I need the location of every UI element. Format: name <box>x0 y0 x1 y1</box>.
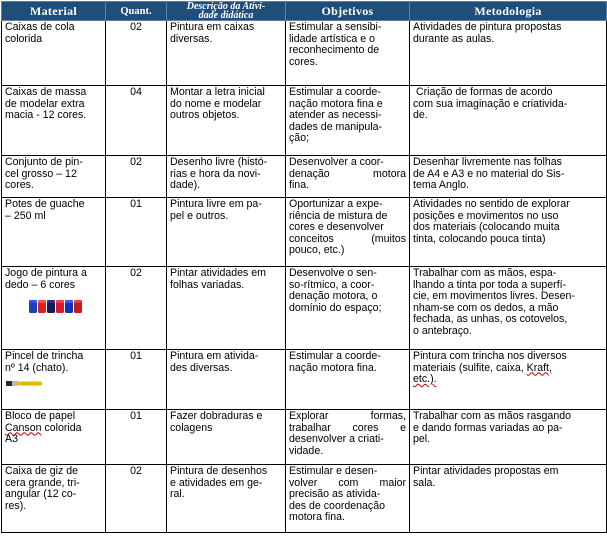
text-line: lidade artística e o <box>289 32 375 45</box>
text-line: Jogo de pintura a <box>5 267 87 279</box>
cell-material <box>2 350 106 410</box>
cell-material <box>2 198 106 267</box>
cell-material <box>2 410 106 465</box>
text-line: dades de manipula- <box>289 120 383 133</box>
text-line: Atividades de pintura propostas <box>413 21 562 33</box>
text-line: atender as necessi- <box>289 109 382 122</box>
text-line: Montar a letra inicial <box>170 86 265 98</box>
flat-brush-icon <box>5 377 45 389</box>
cell-quant: 04 <box>106 86 167 156</box>
text-line: Pincel de trincha <box>5 350 84 362</box>
text-line: Caixas de cola <box>5 21 75 33</box>
cell-objetivos <box>286 156 410 198</box>
text-line: cores e desenvolver <box>289 221 384 234</box>
header-descricao-line: Descrição da Ativi- <box>186 1 266 12</box>
text-line: volver com maior <box>289 476 406 489</box>
finger-paint-jars-icon <box>5 294 101 316</box>
text-line: Estimular a coorde- <box>289 350 381 362</box>
text-line: Estimular e desen- <box>289 465 378 477</box>
text-line: Desenvolve o sen- <box>289 267 377 279</box>
text-line: colagens <box>170 421 213 434</box>
text-line: materiais (sulfite, caixa, Kraft, <box>413 361 552 374</box>
text-line: Atividades no sentido de explorar <box>413 198 570 210</box>
cell-metodologia <box>410 21 607 86</box>
text-line: do nome e modelar <box>170 97 262 110</box>
text-line: cores. <box>289 55 318 68</box>
text-line: Pintura com trincha nos diversos <box>413 350 567 362</box>
header-descricao-line: dade didática <box>198 10 254 21</box>
header-descricao <box>167 2 286 21</box>
table-row <box>2 410 607 465</box>
cell-metodologia <box>410 465 607 533</box>
text-line: Pintura livre em pa- <box>170 198 262 210</box>
text-line: angular (12 co- <box>5 488 77 501</box>
text-line: sala. <box>413 476 436 489</box>
text-line: Desenho livre (histó- <box>170 156 268 168</box>
header-material: Material <box>2 2 106 21</box>
text-line: domínio do espaço; <box>289 301 382 314</box>
text-line: fechada, as unhas, os cotovelos, <box>413 313 568 326</box>
cell-quant: 02 <box>106 156 167 198</box>
text-line: de A4 e A3 e no material do Sis- <box>413 167 565 180</box>
cell-metodologia <box>410 410 607 465</box>
text-line <box>413 374 603 386</box>
text-line: – 250 ml <box>5 209 46 222</box>
cell-material <box>2 156 106 198</box>
text-line: so-rítmico, a coor- <box>289 278 375 291</box>
text-line: pel. <box>413 433 431 446</box>
table-row <box>2 156 607 198</box>
text-line: reconhecimento de <box>289 44 380 57</box>
text-line: diversas. <box>170 32 213 45</box>
spellcheck-underline: Kraft, <box>526 361 552 374</box>
table-row <box>2 350 607 410</box>
header-objetivos: Objetivos <box>286 2 410 21</box>
cell-descricao <box>167 267 286 350</box>
text-line: dedo – 6 cores <box>5 278 76 291</box>
text-line: e atividades em ge- <box>170 476 263 489</box>
table-row <box>2 198 607 267</box>
text-line: nham-se com os dedos, a mão <box>413 301 559 314</box>
text-line: tema Anglo. <box>413 179 469 192</box>
cell-objetivos <box>286 86 410 156</box>
text-line: Canson colorida <box>5 421 82 434</box>
text-line: Pintura em caixas <box>170 21 255 33</box>
text-line: Conjunto de pin- <box>5 156 83 168</box>
spellcheck-underline: Canson <box>5 421 42 434</box>
cell-descricao <box>167 350 286 410</box>
text-line: precisão as ativida- <box>289 488 381 501</box>
text-line: desenvolver a criati- <box>289 433 384 446</box>
cell-material <box>2 21 106 86</box>
text-line: nº 14 (chato). <box>5 361 69 374</box>
cell-objetivos <box>286 410 410 465</box>
text-line: nação motora fina. <box>289 361 377 374</box>
text-line: ral. <box>170 488 185 501</box>
cell-objetivos <box>286 198 410 267</box>
cell-quant: 01 <box>106 350 167 410</box>
cell-quant: 02 <box>106 267 167 350</box>
table-row <box>2 465 607 533</box>
text-line: folhas variadas. <box>170 278 245 291</box>
text-line: denação motora <box>289 167 406 180</box>
text-line: Pintar atividades em <box>170 267 266 279</box>
text-line: tinta, colocando pouca tinta) <box>413 232 546 245</box>
text-line: Estimular a sensibi- <box>289 21 382 33</box>
text-line: Bloco de papel <box>5 410 76 422</box>
cell-descricao <box>167 198 286 267</box>
text-line: cel grosso – 12 <box>5 167 77 180</box>
text-line: macia - 12 cores. <box>5 109 87 122</box>
text-line: com sua imaginação e criativida- <box>413 97 568 110</box>
text-line: Estimular a coorde- <box>289 86 381 98</box>
spellcheck-underline: etc.). <box>413 373 437 386</box>
cell-material <box>2 267 106 350</box>
cell-quant: 02 <box>106 21 167 86</box>
cell-descricao <box>167 465 286 533</box>
text-line: colorida <box>5 32 43 45</box>
cell-objetivos <box>286 21 410 86</box>
text-line: cores. <box>5 179 34 192</box>
text-line: rias e hora da novi- <box>170 167 261 180</box>
text-line: cera grande, tri- <box>5 476 80 489</box>
text-line: Oportunizar a expe- <box>289 198 383 210</box>
paint-jars-wrap <box>5 291 102 316</box>
cell-quant: 01 <box>106 410 167 465</box>
text-line: Pintar atividades propostas em <box>413 465 559 477</box>
cell-descricao <box>167 21 286 86</box>
text-line: dade). <box>170 179 201 192</box>
cell-metodologia <box>410 86 607 156</box>
cell-metodologia <box>410 267 607 350</box>
text-line: conceitos (muitos <box>289 232 406 245</box>
cell-metodologia <box>410 156 607 198</box>
text-line: Trabalhar com as mãos rasgando <box>413 410 572 422</box>
text-line: Explorar formas, <box>289 410 406 422</box>
text-line: res). <box>5 499 27 512</box>
brush-wrap <box>5 374 102 389</box>
text-line: posições e movimentos no uso <box>413 209 559 222</box>
text-line: A3 <box>5 433 18 446</box>
text-line: denação motora, o <box>289 290 378 303</box>
text-line: Caixa de giz de <box>5 465 79 477</box>
cell-material <box>2 465 106 533</box>
text-line: Pintura em ativida- <box>170 350 259 362</box>
cell-material <box>2 86 106 156</box>
cell-objetivos <box>286 465 410 533</box>
header-row <box>2 2 607 21</box>
cell-objetivos <box>286 350 410 410</box>
text-line: motora fina. <box>289 511 345 524</box>
cell-objetivos <box>286 267 410 350</box>
text-line: ção; <box>289 132 310 145</box>
text-line: o antebraço. <box>413 324 472 337</box>
text-line: Caixas de massa <box>5 86 87 98</box>
text-line: des diversas. <box>170 361 233 374</box>
text-line: Criação de formas de acordo <box>413 86 553 98</box>
text-line: Fazer dobraduras e <box>170 410 263 422</box>
text-line: des de coordenação <box>289 499 386 512</box>
cell-metodologia <box>410 198 607 267</box>
table-row <box>2 267 607 350</box>
header-metodologia: Metodologia <box>410 2 607 21</box>
text-line: lhando a tinta por toda a superfí- <box>413 278 567 291</box>
text-line: durante as aulas. <box>413 32 495 45</box>
cell-descricao <box>167 410 286 465</box>
text-line: e dando formas variadas ao pa- <box>413 421 563 434</box>
header-quant: Quant. <box>106 2 167 21</box>
text-line: nação motora fina e <box>289 97 383 110</box>
text-line: Desenhar livremente nas folhas <box>413 156 562 168</box>
text-line: riência de mistura de <box>289 209 388 222</box>
table-row <box>2 21 607 86</box>
text-line: Pintura de desenhos <box>170 465 268 477</box>
cell-quant: 01 <box>106 198 167 267</box>
text-line: pel e outros. <box>170 209 229 222</box>
cell-descricao <box>167 156 286 198</box>
text-line: Trabalhar com as mãos, espa- <box>413 267 557 279</box>
text-line: fina. <box>289 179 310 192</box>
cell-quant: 02 <box>106 465 167 533</box>
text-line: Potes de guache <box>5 198 85 210</box>
table-row <box>2 86 607 156</box>
text-line: Desenvolver a coor- <box>289 156 384 168</box>
cell-descricao <box>167 86 286 156</box>
text-line: vidade. <box>289 444 324 457</box>
text-line: outros objetos. <box>170 109 240 122</box>
text-line: trabalhar cores e <box>289 421 406 434</box>
text-line: cie, em movimentos livres. Desen- <box>413 290 575 303</box>
text-line: de. <box>413 109 428 122</box>
text-line: dos materiais (colocando muita <box>413 221 560 234</box>
text-line: pouco, etc.) <box>289 244 345 257</box>
cell-metodologia <box>410 350 607 410</box>
text-line: de modelar extra <box>5 97 85 110</box>
materials-table <box>1 1 607 533</box>
